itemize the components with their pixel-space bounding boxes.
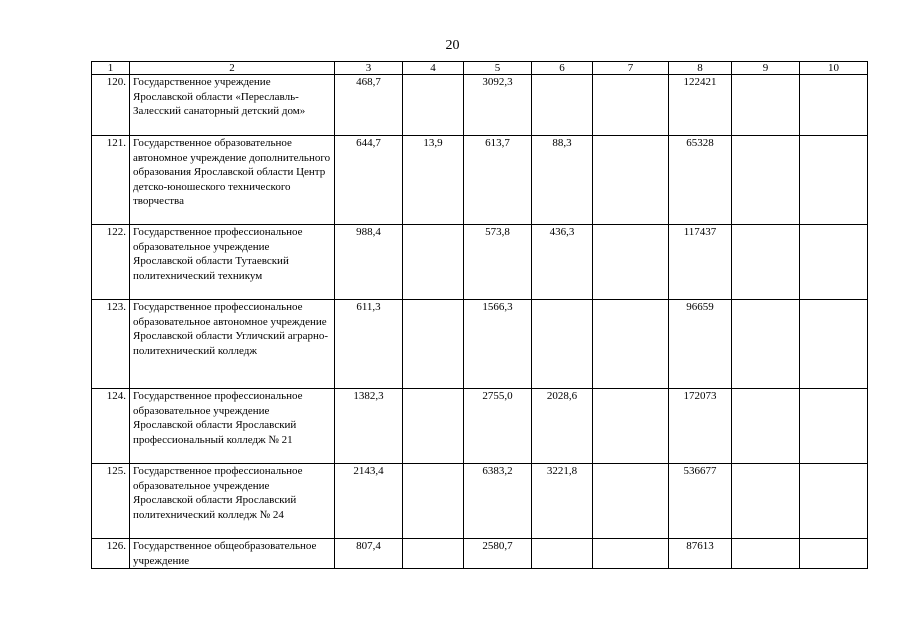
cell-col3: 2143,4 xyxy=(335,464,403,539)
cell-col10 xyxy=(800,539,868,569)
column-header: 5 xyxy=(464,62,532,75)
cell-col5: 6383,2 xyxy=(464,464,532,539)
cell-col9 xyxy=(732,464,800,539)
table-row xyxy=(92,225,868,300)
column-header: 3 xyxy=(335,62,403,75)
cell-col9 xyxy=(732,136,800,225)
table-row xyxy=(92,539,868,569)
cell-col6: 2028,6 xyxy=(532,389,593,464)
cell-col4 xyxy=(403,464,464,539)
row-number: 122. xyxy=(92,225,130,300)
institution-name: Государственное профессиональное образовательное автономное учреждение Ярославской области Угличский аграрно-политехнический колледж xyxy=(130,300,335,389)
cell-col6: 88,3 xyxy=(532,136,593,225)
table-row xyxy=(92,300,868,389)
cell-col7 xyxy=(593,389,669,464)
column-header: 2 xyxy=(130,62,335,75)
cell-col10 xyxy=(800,300,868,389)
cell-col8: 117437 xyxy=(669,225,732,300)
row-number: 125. xyxy=(92,464,130,539)
data-table xyxy=(91,61,868,569)
institution-name: Государственное профессиональное образовательное учреждение Ярославской области Тутаевский политехнический техникум xyxy=(130,225,335,300)
table-row xyxy=(92,389,868,464)
row-number: 120. xyxy=(92,75,130,136)
institution-name: Государственное образовательное автономное учреждение дополнительного образования Ярославской области Центр детско-юношеского технического творчества xyxy=(130,136,335,225)
cell-col8: 65328 xyxy=(669,136,732,225)
cell-col6 xyxy=(532,300,593,389)
column-header: 10 xyxy=(800,62,868,75)
cell-col7 xyxy=(593,464,669,539)
cell-col8: 87613 xyxy=(669,539,732,569)
cell-col10 xyxy=(800,389,868,464)
cell-col6: 3221,8 xyxy=(532,464,593,539)
cell-col7 xyxy=(593,539,669,569)
cell-col4 xyxy=(403,225,464,300)
row-number: 123. xyxy=(92,300,130,389)
cell-col8: 122421 xyxy=(669,75,732,136)
institution-name: Государственное профессиональное образовательное учреждение Ярославской области Ярославский политехнический колледж № 24 xyxy=(130,464,335,539)
cell-col8: 536677 xyxy=(669,464,732,539)
cell-col9 xyxy=(732,539,800,569)
cell-col7 xyxy=(593,136,669,225)
table-row xyxy=(92,464,868,539)
cell-col8: 96659 xyxy=(669,300,732,389)
cell-col9 xyxy=(732,300,800,389)
column-header: 4 xyxy=(403,62,464,75)
cell-col10 xyxy=(800,225,868,300)
page-number: 20 xyxy=(445,38,460,53)
column-header: 9 xyxy=(732,62,800,75)
cell-col4: 13,9 xyxy=(403,136,464,225)
cell-col5: 1566,3 xyxy=(464,300,532,389)
cell-col3: 807,4 xyxy=(335,539,403,569)
cell-col6 xyxy=(532,539,593,569)
cell-col4 xyxy=(403,75,464,136)
cell-col3: 644,7 xyxy=(335,136,403,225)
cell-col3: 1382,3 xyxy=(335,389,403,464)
cell-col6: 436,3 xyxy=(532,225,593,300)
cell-col5: 3092,3 xyxy=(464,75,532,136)
cell-col5: 613,7 xyxy=(464,136,532,225)
table-header-row xyxy=(92,62,868,75)
table-row xyxy=(92,136,868,225)
cell-col5: 2755,0 xyxy=(464,389,532,464)
cell-col3: 611,3 xyxy=(335,300,403,389)
cell-col5: 2580,7 xyxy=(464,539,532,569)
row-number: 124. xyxy=(92,389,130,464)
cell-col9 xyxy=(732,75,800,136)
cell-col10 xyxy=(800,136,868,225)
cell-col5: 573,8 xyxy=(464,225,532,300)
institution-name: Государственное профессиональное образовательное учреждение Ярославской области Ярославский профессиональный колледж № 21 xyxy=(130,389,335,464)
cell-col6 xyxy=(532,75,593,136)
column-header: 6 xyxy=(532,62,593,75)
row-number: 121. xyxy=(92,136,130,225)
cell-col7 xyxy=(593,300,669,389)
institution-name: Государственное общеобразовательное учреждение xyxy=(130,539,335,569)
cell-col4 xyxy=(403,389,464,464)
cell-col10 xyxy=(800,75,868,136)
cell-col8: 172073 xyxy=(669,389,732,464)
cell-col9 xyxy=(732,225,800,300)
cell-col3: 988,4 xyxy=(335,225,403,300)
row-number: 126. xyxy=(92,539,130,569)
cell-col7 xyxy=(593,75,669,136)
institution-name: Государственное учреждение Ярославской области «Переславль-Залесский санаторный детский дом» xyxy=(130,75,335,136)
table-row xyxy=(92,75,868,136)
cell-col9 xyxy=(732,389,800,464)
column-header: 8 xyxy=(669,62,732,75)
cell-col4 xyxy=(403,539,464,569)
cell-col7 xyxy=(593,225,669,300)
cell-col4 xyxy=(403,300,464,389)
cell-col10 xyxy=(800,464,868,539)
cell-col3: 468,7 xyxy=(335,75,403,136)
column-header: 1 xyxy=(92,62,130,75)
column-header: 7 xyxy=(593,62,669,75)
